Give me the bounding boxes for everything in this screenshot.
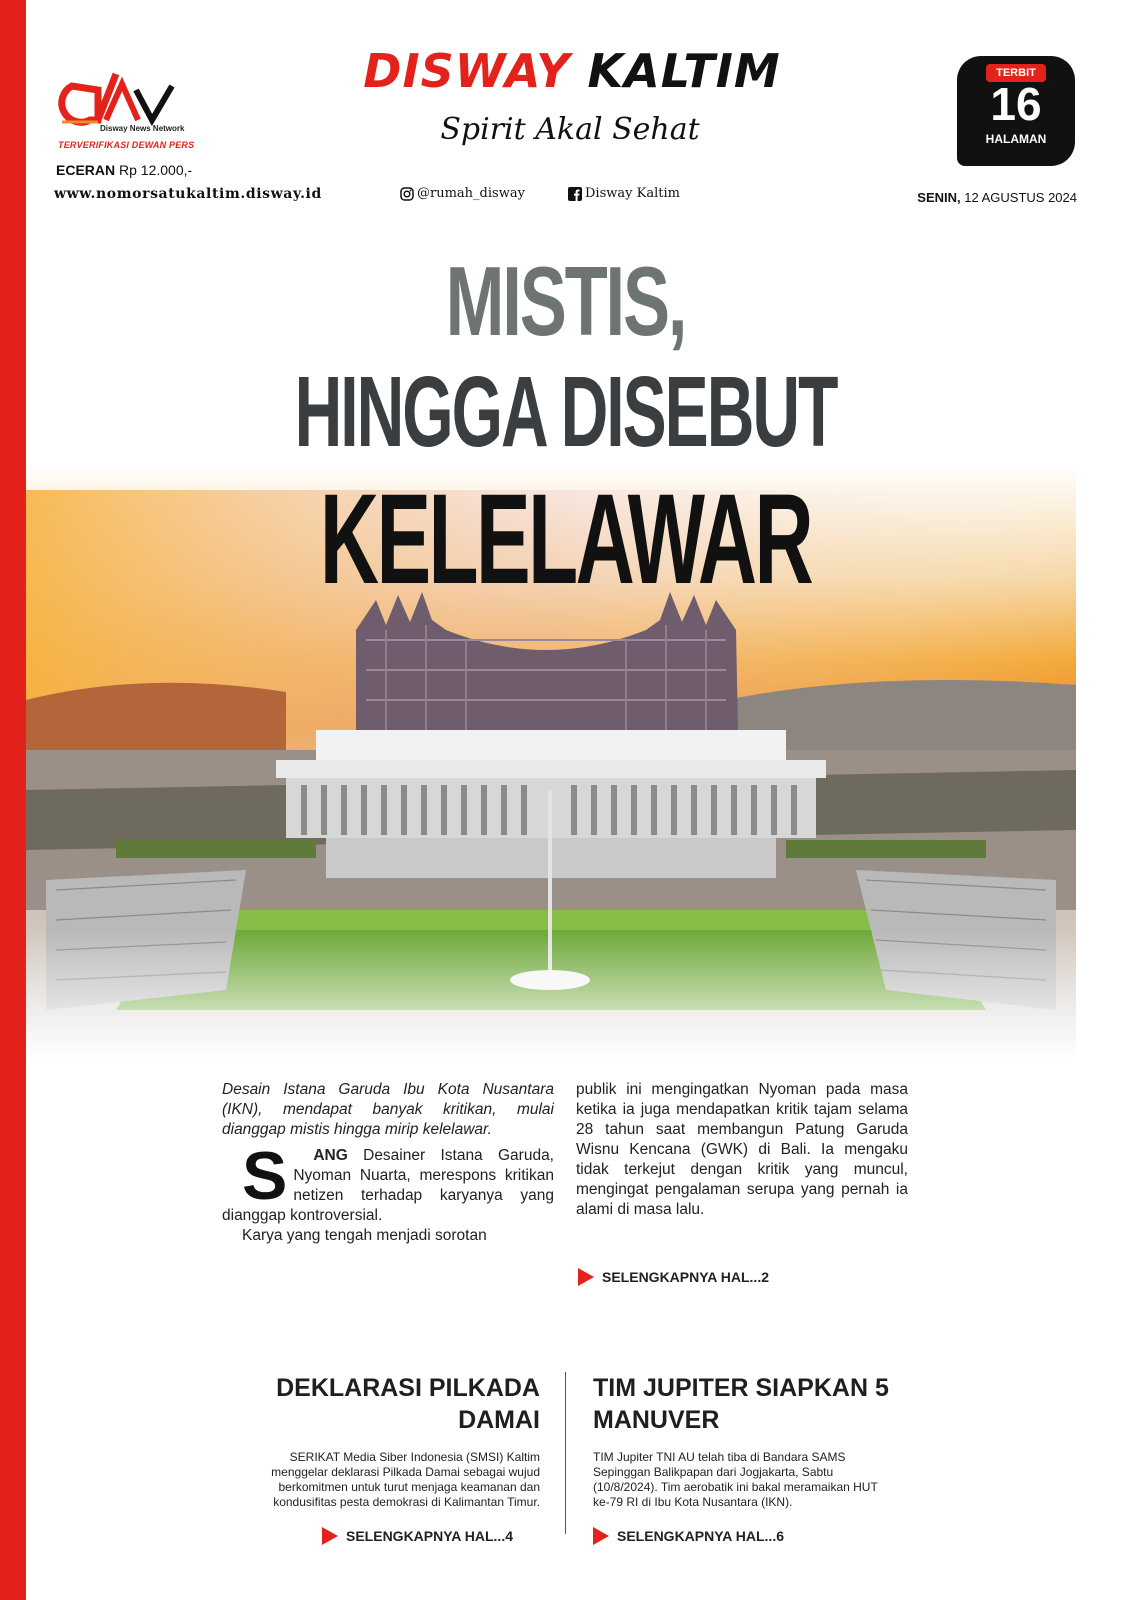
arrow-right-icon (593, 1527, 609, 1545)
arrow-right-icon (322, 1527, 338, 1545)
date-rest: 12 AGUSTUS 2024 (964, 190, 1077, 205)
lead-story-more-label: SELENGKAPNYA HAL...2 (602, 1269, 769, 1285)
issue-date (917, 190, 1077, 205)
brand-black: KALTIM (587, 44, 781, 98)
teaser-divider (565, 1372, 566, 1534)
facebook-icon (568, 187, 582, 201)
lead-story-para-1 (222, 1138, 554, 1226)
headline-line-2: HINGGA DISEBUT (294, 356, 837, 468)
date-day: SENIN, (917, 190, 961, 205)
lead-story-more-link[interactable] (578, 1268, 769, 1286)
headline-line-3: KELELAWAR (319, 468, 812, 611)
price (56, 162, 192, 178)
teaser-title-pilkada[interactable]: DEKLARASI PILKADA DAMAI (276, 1374, 540, 1434)
dropcap-caps: ANG (313, 1147, 348, 1164)
page-count-badge (957, 56, 1075, 166)
brand-red: DISWAY (363, 44, 571, 98)
instagram-handle: @rumah_disway (417, 186, 525, 201)
tagline: Spirit Akal Sehat (440, 112, 700, 147)
facebook-link[interactable] (568, 186, 680, 201)
badge-number: 16 (990, 78, 1042, 130)
teaser-body-pilkada: SERIKAT Media Siber Indonesia (SMSI) Kaltim menggelar deklarasi Pilkada Damai sebagai wujud berkomitmen untuk turut menjaga keamanan dan kondusifitas pesta demokrasi di Kalimantan Timur. (271, 1450, 540, 1509)
teaser-more-link-jupiter[interactable] (593, 1527, 784, 1545)
facebook-name: Disway Kaltim (585, 186, 680, 201)
network-label: Disway News Network (100, 124, 185, 133)
price-value: Rp 12.000,- (119, 162, 193, 178)
verified-label: TERVERIFIKASI DEWAN PERS (58, 140, 195, 150)
lead-story-para-2: Karya yang tengah menjadi sorotan (242, 1227, 487, 1244)
arrow-right-icon (578, 1268, 594, 1286)
lead-story-lede: Desain Istana Garuda Ibu Kota Nusantara (IKN), mendapat banyak kritikan, mulai dianggap mistis hingga mirip kelelawar. (222, 1081, 554, 1138)
badge-top-label: TERBIT (986, 64, 1046, 82)
badge-bottom-label: HALAMAN (985, 132, 1047, 146)
lead-story-column-2 (576, 1080, 908, 1220)
brand-title (292, 44, 852, 98)
teaser-more-label-jupiter: SELENGKAPNYA HAL...6 (617, 1528, 784, 1544)
teaser-body-jupiter: TIM Jupiter TNI AU telah tiba di Bandara SAMS Sepinggan Balikpapan dari Jogjakarta, Sabtu (10/8/2024). Tim aerobatik ini bakal meramaikan HUT ke-79 RI di Ibu Kota Nusantara (IKN). (593, 1450, 878, 1509)
lead-story-column-1 (222, 1080, 554, 1246)
dropcap: S (242, 1138, 288, 1214)
teaser-title-jupiter[interactable]: TIM JUPITER SIAPKAN 5 MANUVER (593, 1374, 889, 1434)
headline-line-1: MISTIS, (445, 246, 686, 356)
website-link[interactable]: www.nomorsatukaltim.disway.id (54, 186, 322, 202)
teaser-more-label-pilkada: SELENGKAPNYA HAL...4 (346, 1528, 513, 1544)
lead-story-col2-text: publik ini mengingatkan Nyoman pada masa ketika ia juga mendapatkan kritik tajam selama 28 tahun saat membangun Patung Garuda Wisnu Kencana (GWK) di Bali. Ia mengaku tidak terkejut dengan kritik yang muncul, mengingat pengalaman serupa yang pernah ia alami di masa lalu. (576, 1081, 908, 1218)
teaser-more-link-pilkada[interactable] (322, 1527, 513, 1545)
left-red-bar (0, 0, 26, 1600)
instagram-link[interactable] (400, 186, 525, 201)
instagram-icon (400, 187, 414, 201)
price-label: ECERAN (56, 162, 116, 178)
lead-story-para-1-text: Desainer Istana Garuda, Nyoman Nuarta, merespons kritikan netizen terhadap karyanya yang dianggap kontroversial. (222, 1147, 554, 1224)
